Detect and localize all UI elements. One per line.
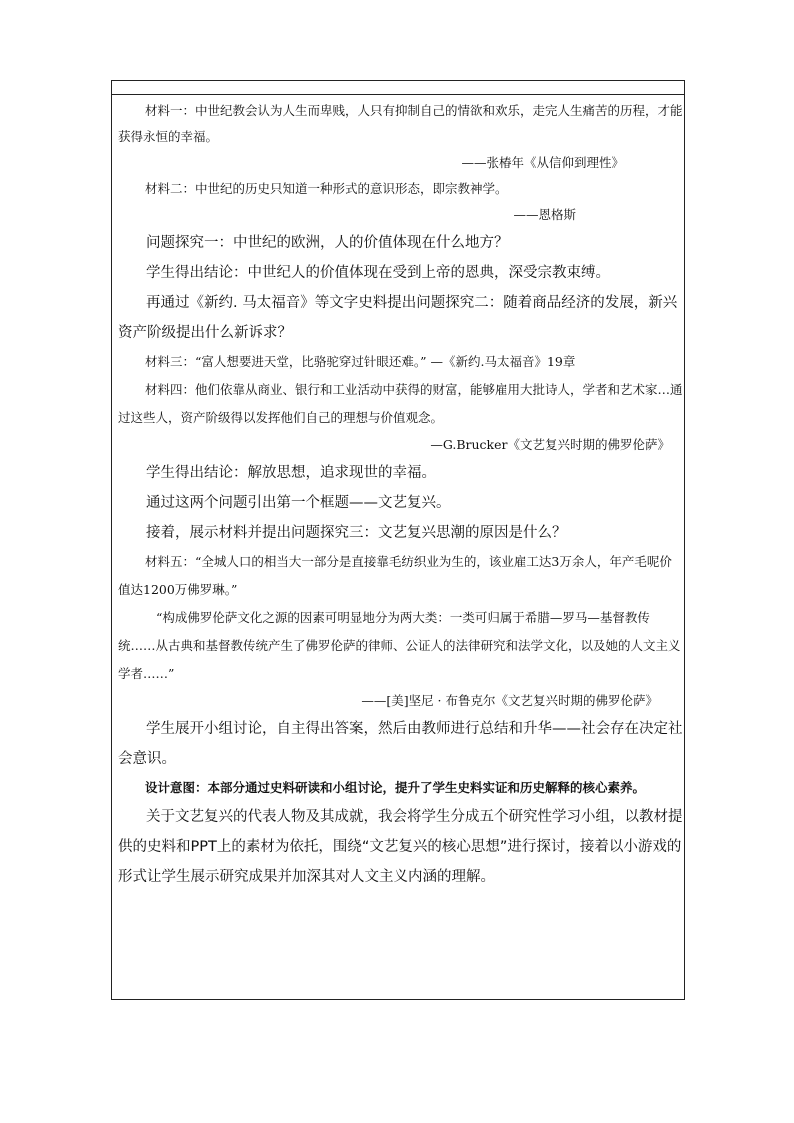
transition-2: 通过这两个问题引出第一个框题——文艺复兴。 (146, 495, 451, 511)
conclusion-2: 学生得出结论：解放思想，追求现世的幸福。 (146, 465, 436, 481)
design-intent: 设计意图：本部分通过史料研读和小组讨论，提升了学生史料实证和历史解释的核心素养。 (145, 780, 646, 795)
question-1: 问题探究一：中世纪的欧洲，人的价值体现在什么地方？ (146, 235, 509, 251)
table-top-row (111, 80, 685, 95)
material-1: 材料一：中世纪教会认为人生而卑贱，人只有抑制自己的情欲和欢乐，走完人生痛苦的历程，才能获得永恒的幸福。 (118, 103, 683, 144)
source-2: ——恩格斯 (513, 207, 576, 222)
material-2: 材料二：中世纪的历史只知道一种形式的意识形态，即宗教神学。 (145, 181, 508, 196)
final-paragraph: 关于文艺复兴的代表人物及其成就，我会将学生分成五个研究性学习小组，以教材提供的史料和PPT上的素材为依托，围绕“文艺复兴的核心思想”进行探讨，接着以小游戏的形式让学生展示研究成果并加深其对人文主义内涵的理解。 (118, 809, 683, 885)
source-1: ——张椿年《从信仰到理性》 (461, 155, 624, 170)
quote-brucker: “构成佛罗伦萨文化之源的因素可明显地分为两大类：一类可归属于希腊—罗马—基督教传统……从古典和基督教传统产生了佛罗伦萨的律师、公证人的法律研究和法学文化，以及她的人文主义学者……” (118, 610, 681, 681)
source-5: ——[美]坚尼 · 布鲁克尔《文艺复兴时期的佛罗伦萨》 (361, 693, 658, 708)
transition-1: 再通过《新约. 马太福音》等文字史料提出问题探究二：随着商品经济的发展，新兴资产阶级提出什么新诉求？ (118, 295, 678, 341)
discussion: 学生展开小组讨论，自主得出答案，然后由教师进行总结和升华——社会存在决定社会意识。 (118, 721, 683, 767)
source-4: —G.Brucker《文艺复兴时期的佛罗伦萨》 (430, 437, 670, 452)
lesson-content (118, 98, 684, 892)
question-3: 接着，展示材料并提出问题探究三：文艺复兴思潮的原因是什么？ (146, 525, 567, 541)
conclusion-1: 学生得出结论：中世纪人的价值体现在受到上帝的恩典，深受宗教束缚。 (146, 265, 610, 281)
material-4: 材料四：他们依靠从商业、银行和工业活动中获得的财富，能够雇用大批诗人，学者和艺术家…通过这些人，资产阶级得以发挥他们自己的理想与价值观念。 (118, 382, 683, 425)
material-3: 材料三：“富人想要进天堂，比骆驼穿过针眼还难。” —《新约.马太福音》19章 (145, 354, 576, 369)
material-5: 材料五：“全城人口的相当大一部分是直接靠毛纺织业为生的，该业雇工达3万余人，年产毛呢价值达1200万佛罗琳。” (118, 554, 672, 597)
